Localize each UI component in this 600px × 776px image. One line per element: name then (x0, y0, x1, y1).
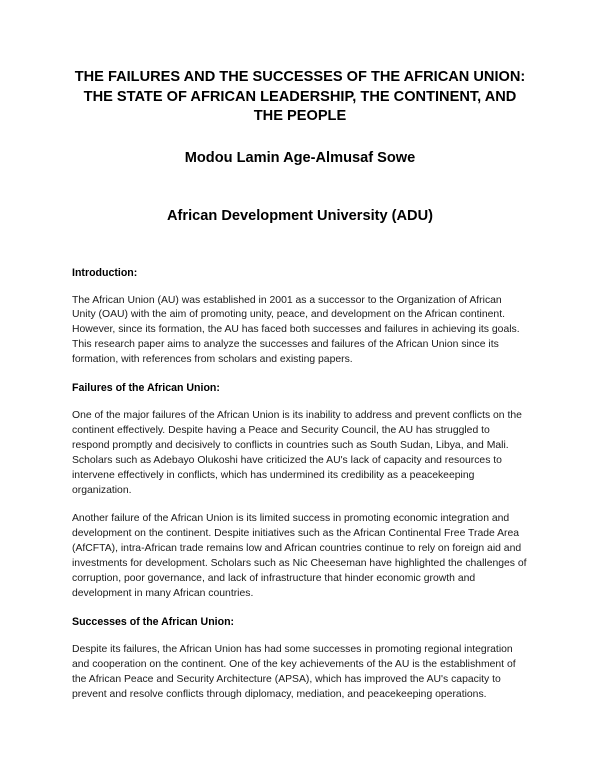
section-heading-introduction: Introduction: (72, 266, 138, 279)
author-affiliation: African Development University (ADU) (167, 207, 433, 224)
author-name: Modou Lamin Age-Almusaf Sowe (184, 149, 416, 166)
title-line: THE STATE OF AFRICAN LEADERSHIP, THE CONTINENT, AND (83, 88, 517, 105)
introduction-paragraph: The African Union (AU) was established in 2001 as a successor to the Organization of African Unity (OAU) with the aim of promoting unity, peace, and development on the African continent. However, since its formation, the AU has faced both successes and failures in achieving its goals. This research paper aims to analyze the successes and failures of the African Union since its formation, with references from scholars and existing papers. (72, 294, 520, 366)
document-title (72, 68, 528, 127)
failures-paragraph: Another failure of the African Union is its limited success in promoting economic integration and development on the continent. Despite initiatives such as the African Continental Free Trade Area (AfCFTA), intra-African trade remains low and African countries continue to rely on foreign aid and investments for development. Scholars such as Nic Cheeseman have highlighted the challenges of corruption, poor governance, and lack of infrastructure that hinder economic growth and development in many African countries. (72, 513, 527, 599)
section-heading-failures: Failures of the African Union: (72, 382, 220, 395)
title-line: THE PEOPLE (253, 108, 347, 124)
successes-paragraph: Despite its failures, the African Union has had some successes in promoting regional integration and cooperation on the continent. One of the key achievements of the AU is the establishment of the African Peace and Security Architecture (APSA), which has improved the AU's capacity to prevent and resolve conflicts through diplomacy, mediation, and peacekeeping operations. (72, 643, 516, 700)
title-line: THE FAILURES AND THE SUCCESSES OF THE AFRICAN UNION: (74, 69, 526, 85)
failures-paragraph: One of the major failures of the African Union is its inability to address and prevent conflicts on the continent effectively. Despite having a Peace and Security Council, the AU has struggled to respond promptly and decisively to conflicts in countries such as South Sudan, Libya, and Mali. Scholars such as Adebayo Olukoshi have criticized the AU's lack of capacity and resources to intervene effectively in conflicts, which has undermined its credibility as a peacekeeping organization. (72, 410, 522, 496)
section-heading-successes: Successes of the African Union: (72, 615, 235, 628)
